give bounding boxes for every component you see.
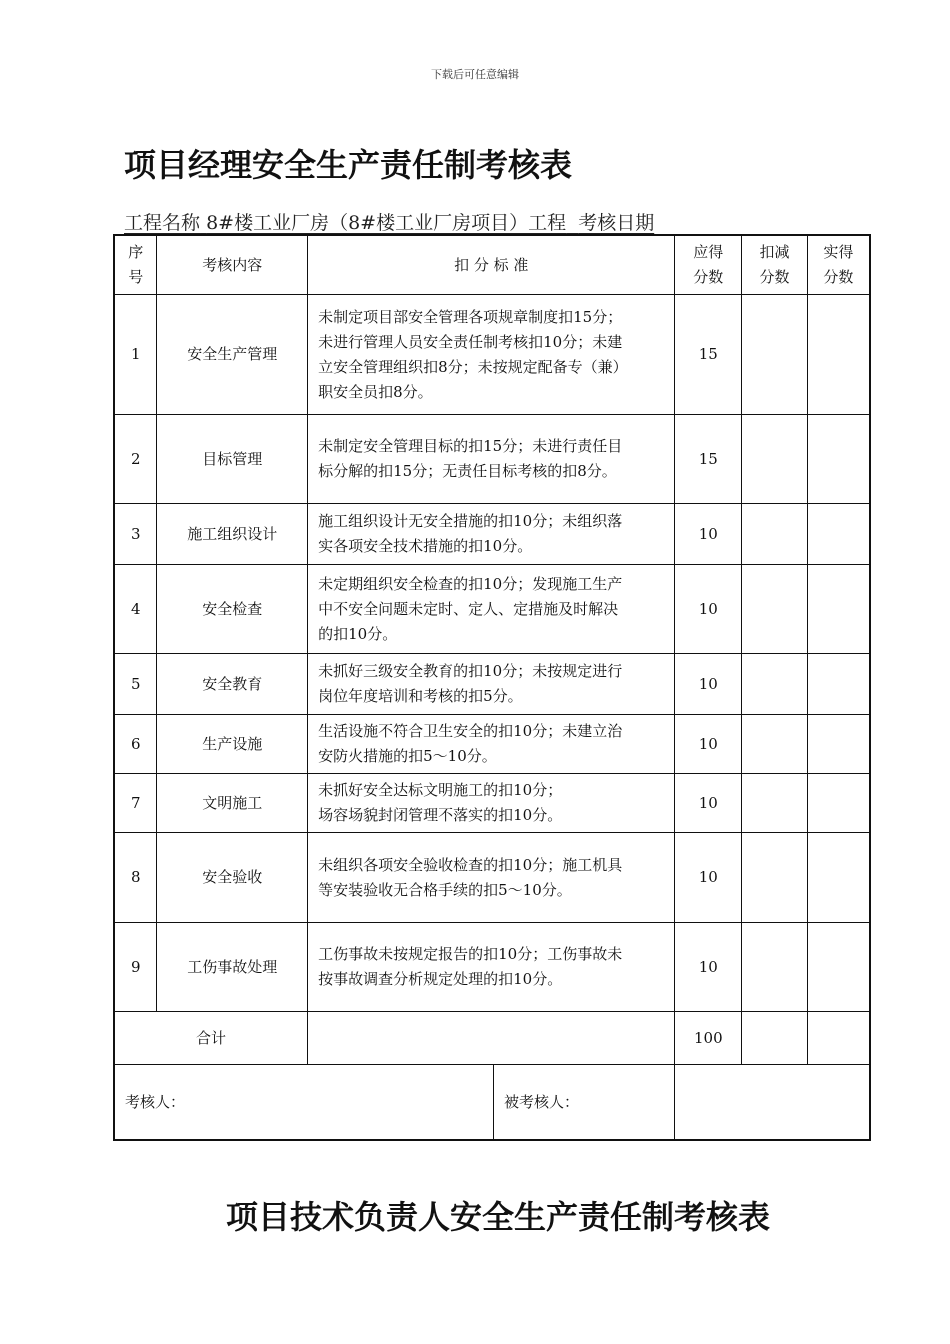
row-actual-score	[807, 504, 870, 565]
table-row	[114, 654, 870, 715]
table-row	[114, 923, 870, 1012]
second-form-title: 项目技术负责人安全生产责任制考核表	[225, 1198, 770, 1236]
project-name-value: 8#楼工业厂房（8#楼工业厂房项目）工程	[206, 212, 567, 234]
assessee-label: 被考核人：	[504, 1092, 580, 1111]
header-deduct-score: 扣减 分数	[742, 235, 808, 295]
row-actual-score	[807, 715, 870, 774]
row-standard: 未制定安全管理目标的扣15分；未进行责任目 标分解的扣15分；无责任目标考核的扣8分。	[308, 415, 675, 504]
page-title: 项目经理安全生产责任制考核表	[124, 146, 573, 184]
row-item: 安全生产管理	[157, 295, 308, 415]
row-number: 2	[114, 415, 157, 504]
row-standard: 生活设施不符合卫生安全的扣10分；未建立治 安防火措施的扣5～10分。	[308, 715, 675, 774]
row-number: 3	[114, 504, 157, 565]
row-deduct-score	[742, 833, 808, 923]
header-actual-score: 实得 分数	[807, 235, 870, 295]
assessor-label: 考核人：	[125, 1092, 186, 1111]
assessment-date-label: 考核日期	[578, 212, 655, 234]
row-due-score: 15	[675, 415, 742, 504]
total-row	[114, 1012, 870, 1065]
row-due-score: 15	[675, 295, 742, 415]
table-row	[114, 565, 870, 654]
project-name-label: 工程名称	[124, 212, 201, 234]
row-actual-score	[807, 565, 870, 654]
total-deduct-score	[742, 1012, 808, 1065]
total-actual-score	[807, 1012, 870, 1065]
row-item: 安全检查	[157, 565, 308, 654]
table-row	[114, 295, 870, 415]
row-due-score: 10	[675, 654, 742, 715]
assessee-field	[494, 1065, 674, 1139]
row-deduct-score	[742, 715, 808, 774]
project-line	[124, 208, 710, 235]
table-row	[114, 504, 870, 565]
row-due-score: 10	[675, 923, 742, 1012]
row-deduct-score	[742, 923, 808, 1012]
row-standard: 未抓好三级安全教育的扣10分；未按规定进行 岗位年度培训和考核的扣5分。	[308, 654, 675, 715]
row-standard: 未抓好安全达标文明施工的扣10分； 场容场貌封闭管理不落实的扣10分。	[308, 774, 675, 833]
row-number: 5	[114, 654, 157, 715]
table-row	[114, 715, 870, 774]
row-number: 8	[114, 833, 157, 923]
row-standard: 未组织各项安全验收检查的扣10分；施工机具 等安装验收无合格手续的扣5～10分。	[308, 833, 675, 923]
row-actual-score	[807, 654, 870, 715]
row-due-score: 10	[675, 504, 742, 565]
row-due-score: 10	[675, 774, 742, 833]
row-due-score: 10	[675, 833, 742, 923]
row-item: 安全验收	[157, 833, 308, 923]
table-row	[114, 833, 870, 923]
header-due-score: 应得 分数	[675, 235, 742, 295]
row-number: 6	[114, 715, 157, 774]
row-item: 目标管理	[157, 415, 308, 504]
row-item: 工伤事故处理	[157, 923, 308, 1012]
signature-row	[114, 1065, 870, 1141]
total-standard	[308, 1012, 675, 1065]
table-row	[114, 774, 870, 833]
row-standard: 工伤事故未按规定报告的扣10分；工伤事故未 按事故调查分析规定处理的扣10分。	[308, 923, 675, 1012]
row-actual-score	[807, 923, 870, 1012]
row-deduct-score	[742, 504, 808, 565]
row-item: 生产设施	[157, 715, 308, 774]
row-deduct-score	[742, 654, 808, 715]
row-standard: 施工组织设计无安全措施的扣10分；未组织落 实各项安全技术措施的扣10分。	[308, 504, 675, 565]
row-due-score: 10	[675, 715, 742, 774]
assessment-table	[113, 234, 871, 1141]
row-number: 4	[114, 565, 157, 654]
row-deduct-score	[742, 565, 808, 654]
table-header-row	[114, 235, 870, 295]
row-number: 7	[114, 774, 157, 833]
row-item: 文明施工	[157, 774, 308, 833]
table-row	[114, 415, 870, 504]
row-deduct-score	[742, 415, 808, 504]
header-note: 下载后可任意编辑	[431, 68, 519, 81]
header-seq: 序 号	[114, 235, 157, 295]
header-content: 考核内容	[157, 235, 308, 295]
row-actual-score	[807, 415, 870, 504]
row-actual-score	[807, 774, 870, 833]
row-deduct-score	[742, 774, 808, 833]
row-item: 安全教育	[157, 654, 308, 715]
total-label: 合计	[114, 1012, 308, 1065]
row-number: 1	[114, 295, 157, 415]
assessment-date-blank	[654, 216, 710, 235]
header-standard: 扣 分 标 准	[308, 235, 675, 295]
row-number: 9	[114, 923, 157, 1012]
total-due-score: 100	[675, 1012, 742, 1065]
row-standard: 未制定项目部安全管理各项规章制度扣15分； 未进行管理人员安全责任制考核扣10分；未建 立安全管理组织扣8分；未按规定配备专（兼） 职安全员扣8分。	[308, 295, 675, 415]
row-item: 施工组织设计	[157, 504, 308, 565]
assessor-field	[115, 1065, 494, 1139]
row-actual-score	[807, 295, 870, 415]
signature-blank	[675, 1065, 870, 1141]
row-actual-score	[807, 833, 870, 923]
row-standard: 未定期组织安全检查的扣10分；发现施工生产 中不安全问题未定时、定人、定措施及时解决 的扣10分。	[308, 565, 675, 654]
row-deduct-score	[742, 295, 808, 415]
row-due-score: 10	[675, 565, 742, 654]
